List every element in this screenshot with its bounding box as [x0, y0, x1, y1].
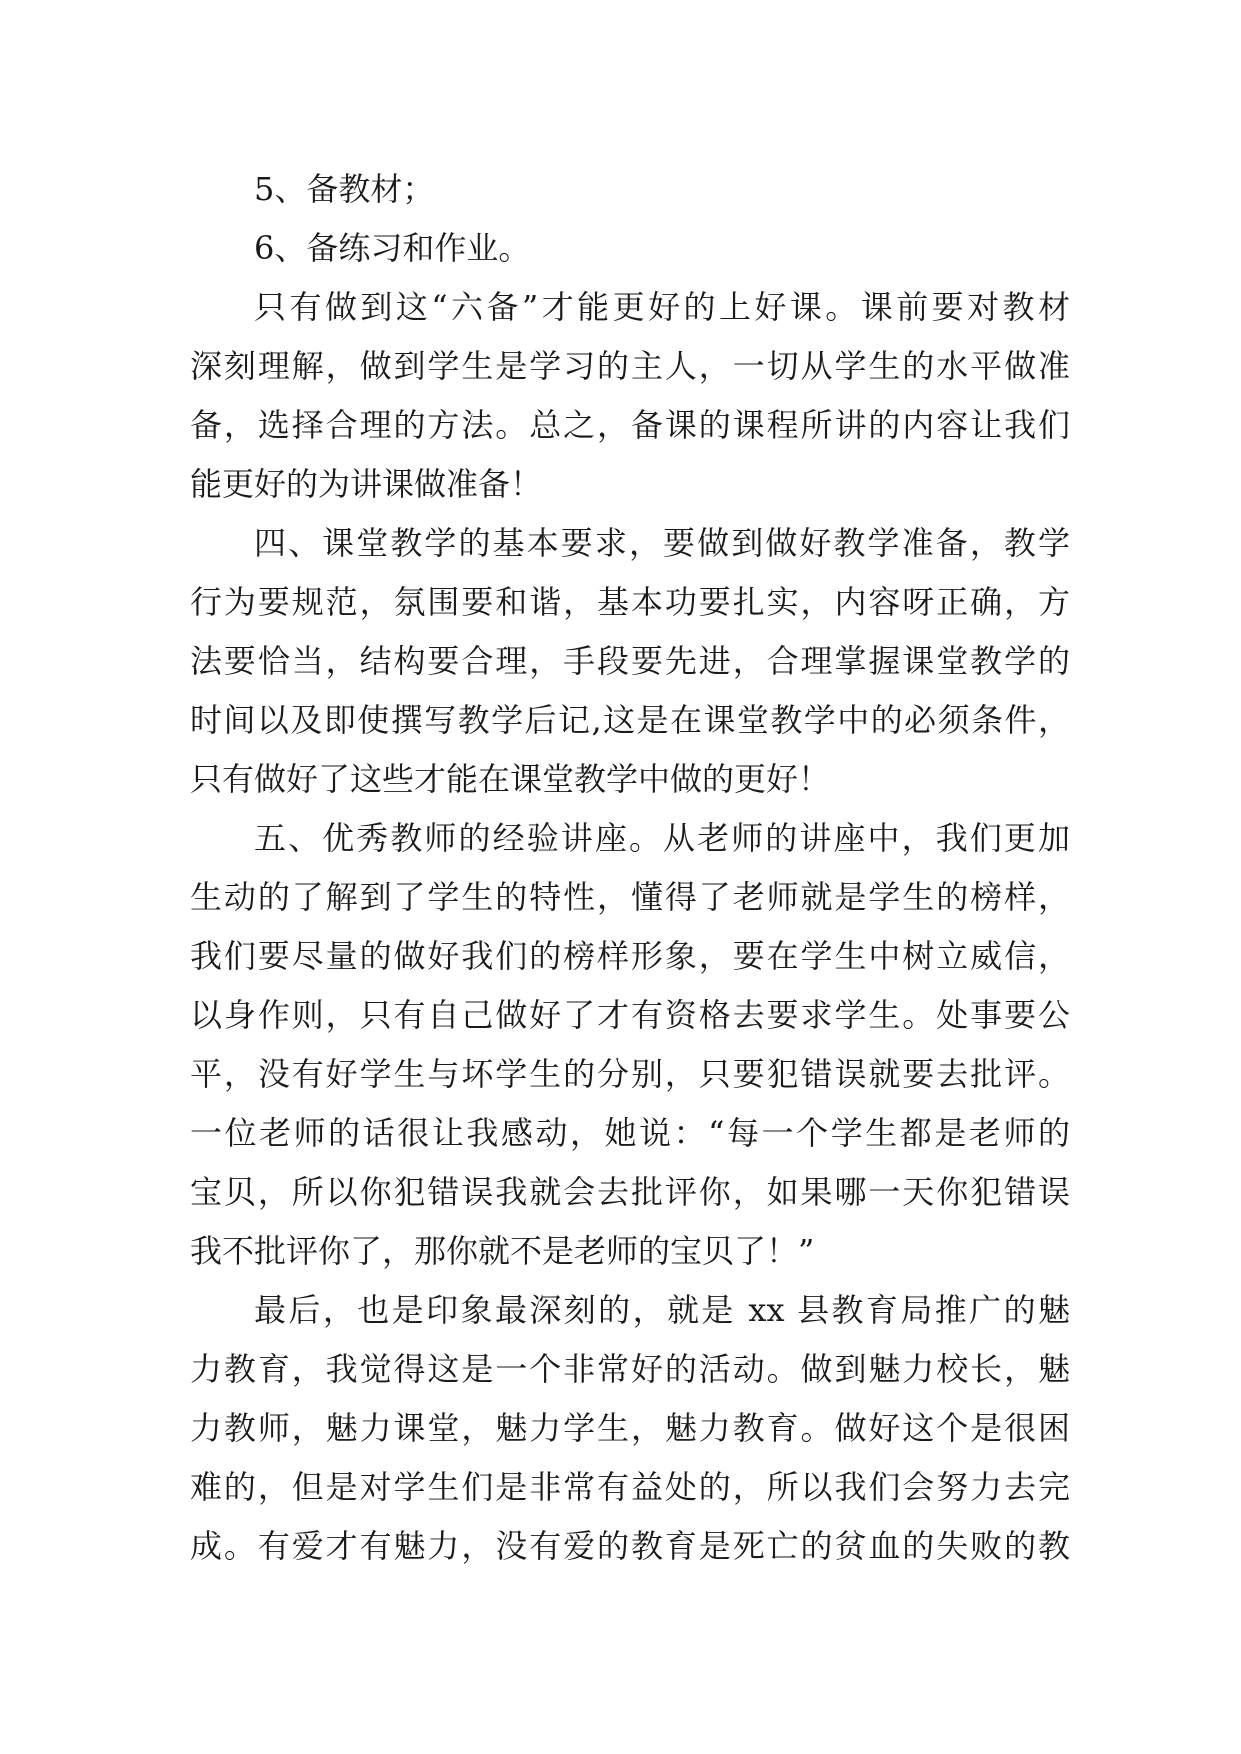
text-line: 成。有爱才有魅力，没有爱的教育是死亡的贫血的失败的教	[190, 1527, 1070, 1565]
text-line: 深刻理解，做到学生是学习的主人，一切从学生的水平做准	[190, 347, 1070, 385]
text-line: 行为要规范，氛围要和谐，基本功要扎实，内容呀正确，方	[190, 583, 1070, 621]
paragraph-start-line: 五、优秀教师的经验讲座。从老师的讲座中，我们更加	[254, 819, 1070, 857]
text-line: 力教师，魅力课堂，魅力学生，魅力教育。做好这个是很困	[190, 1409, 1070, 1447]
text-line: 只有做好了这些才能在课堂教学中做的更好！	[190, 760, 831, 798]
text-line: 生动的了解到了学生的特性，懂得了老师就是学生的榜样，	[190, 878, 1070, 916]
text-line: 宝贝，所以你犯错误我就会去批评你，如果哪一天你犯错误	[190, 1173, 1070, 1211]
paragraph-start-line: 只有做到这“六备”才能更好的上好课。课前要对教材	[254, 288, 1070, 326]
text-line: 6、备练习和作业。	[254, 229, 531, 267]
text-line: 力教育，我觉得这是一个非常好的活动。做到魅力校长，魅	[190, 1350, 1070, 1388]
text-line: 5、备教材；	[254, 170, 435, 208]
text-line: 备，选择合理的方法。总之，备课的课程所讲的内容让我们	[190, 406, 1070, 444]
text-line: 能更好的为讲课做准备！	[190, 465, 543, 503]
text-line: 平，没有好学生与坏学生的分别，只要犯错误就要去批评。	[190, 1055, 1070, 1093]
text-line: 我不批评你了，那你就不是老师的宝贝了！”	[190, 1232, 815, 1270]
paragraph-start-line: 最后，也是印象最深刻的，就是 xx 县教育局推广的魅	[254, 1291, 1070, 1329]
paragraph-start-line: 四、课堂教学的基本要求，要做到做好教学准备，教学	[254, 524, 1070, 562]
text-line: 一位老师的话很让我感动，她说：“每一个学生都是老师的	[190, 1114, 1070, 1152]
document-body	[190, 160, 1070, 1576]
text-line: 难的，但是对学生们是非常有益处的，所以我们会努力去完	[190, 1468, 1070, 1506]
text-line: 法要恰当，结构要合理，手段要先进，合理掌握课堂教学的	[190, 642, 1070, 680]
text-line: 以身作则，只有自己做好了才有资格去要求学生。处事要公	[190, 996, 1070, 1034]
text-line: 我们要尽量的做好我们的榜样形象，要在学生中树立威信，	[190, 937, 1070, 975]
text-line: 时间以及即使撰写教学后记,这是在课堂教学中的必须条件，	[190, 701, 1070, 739]
